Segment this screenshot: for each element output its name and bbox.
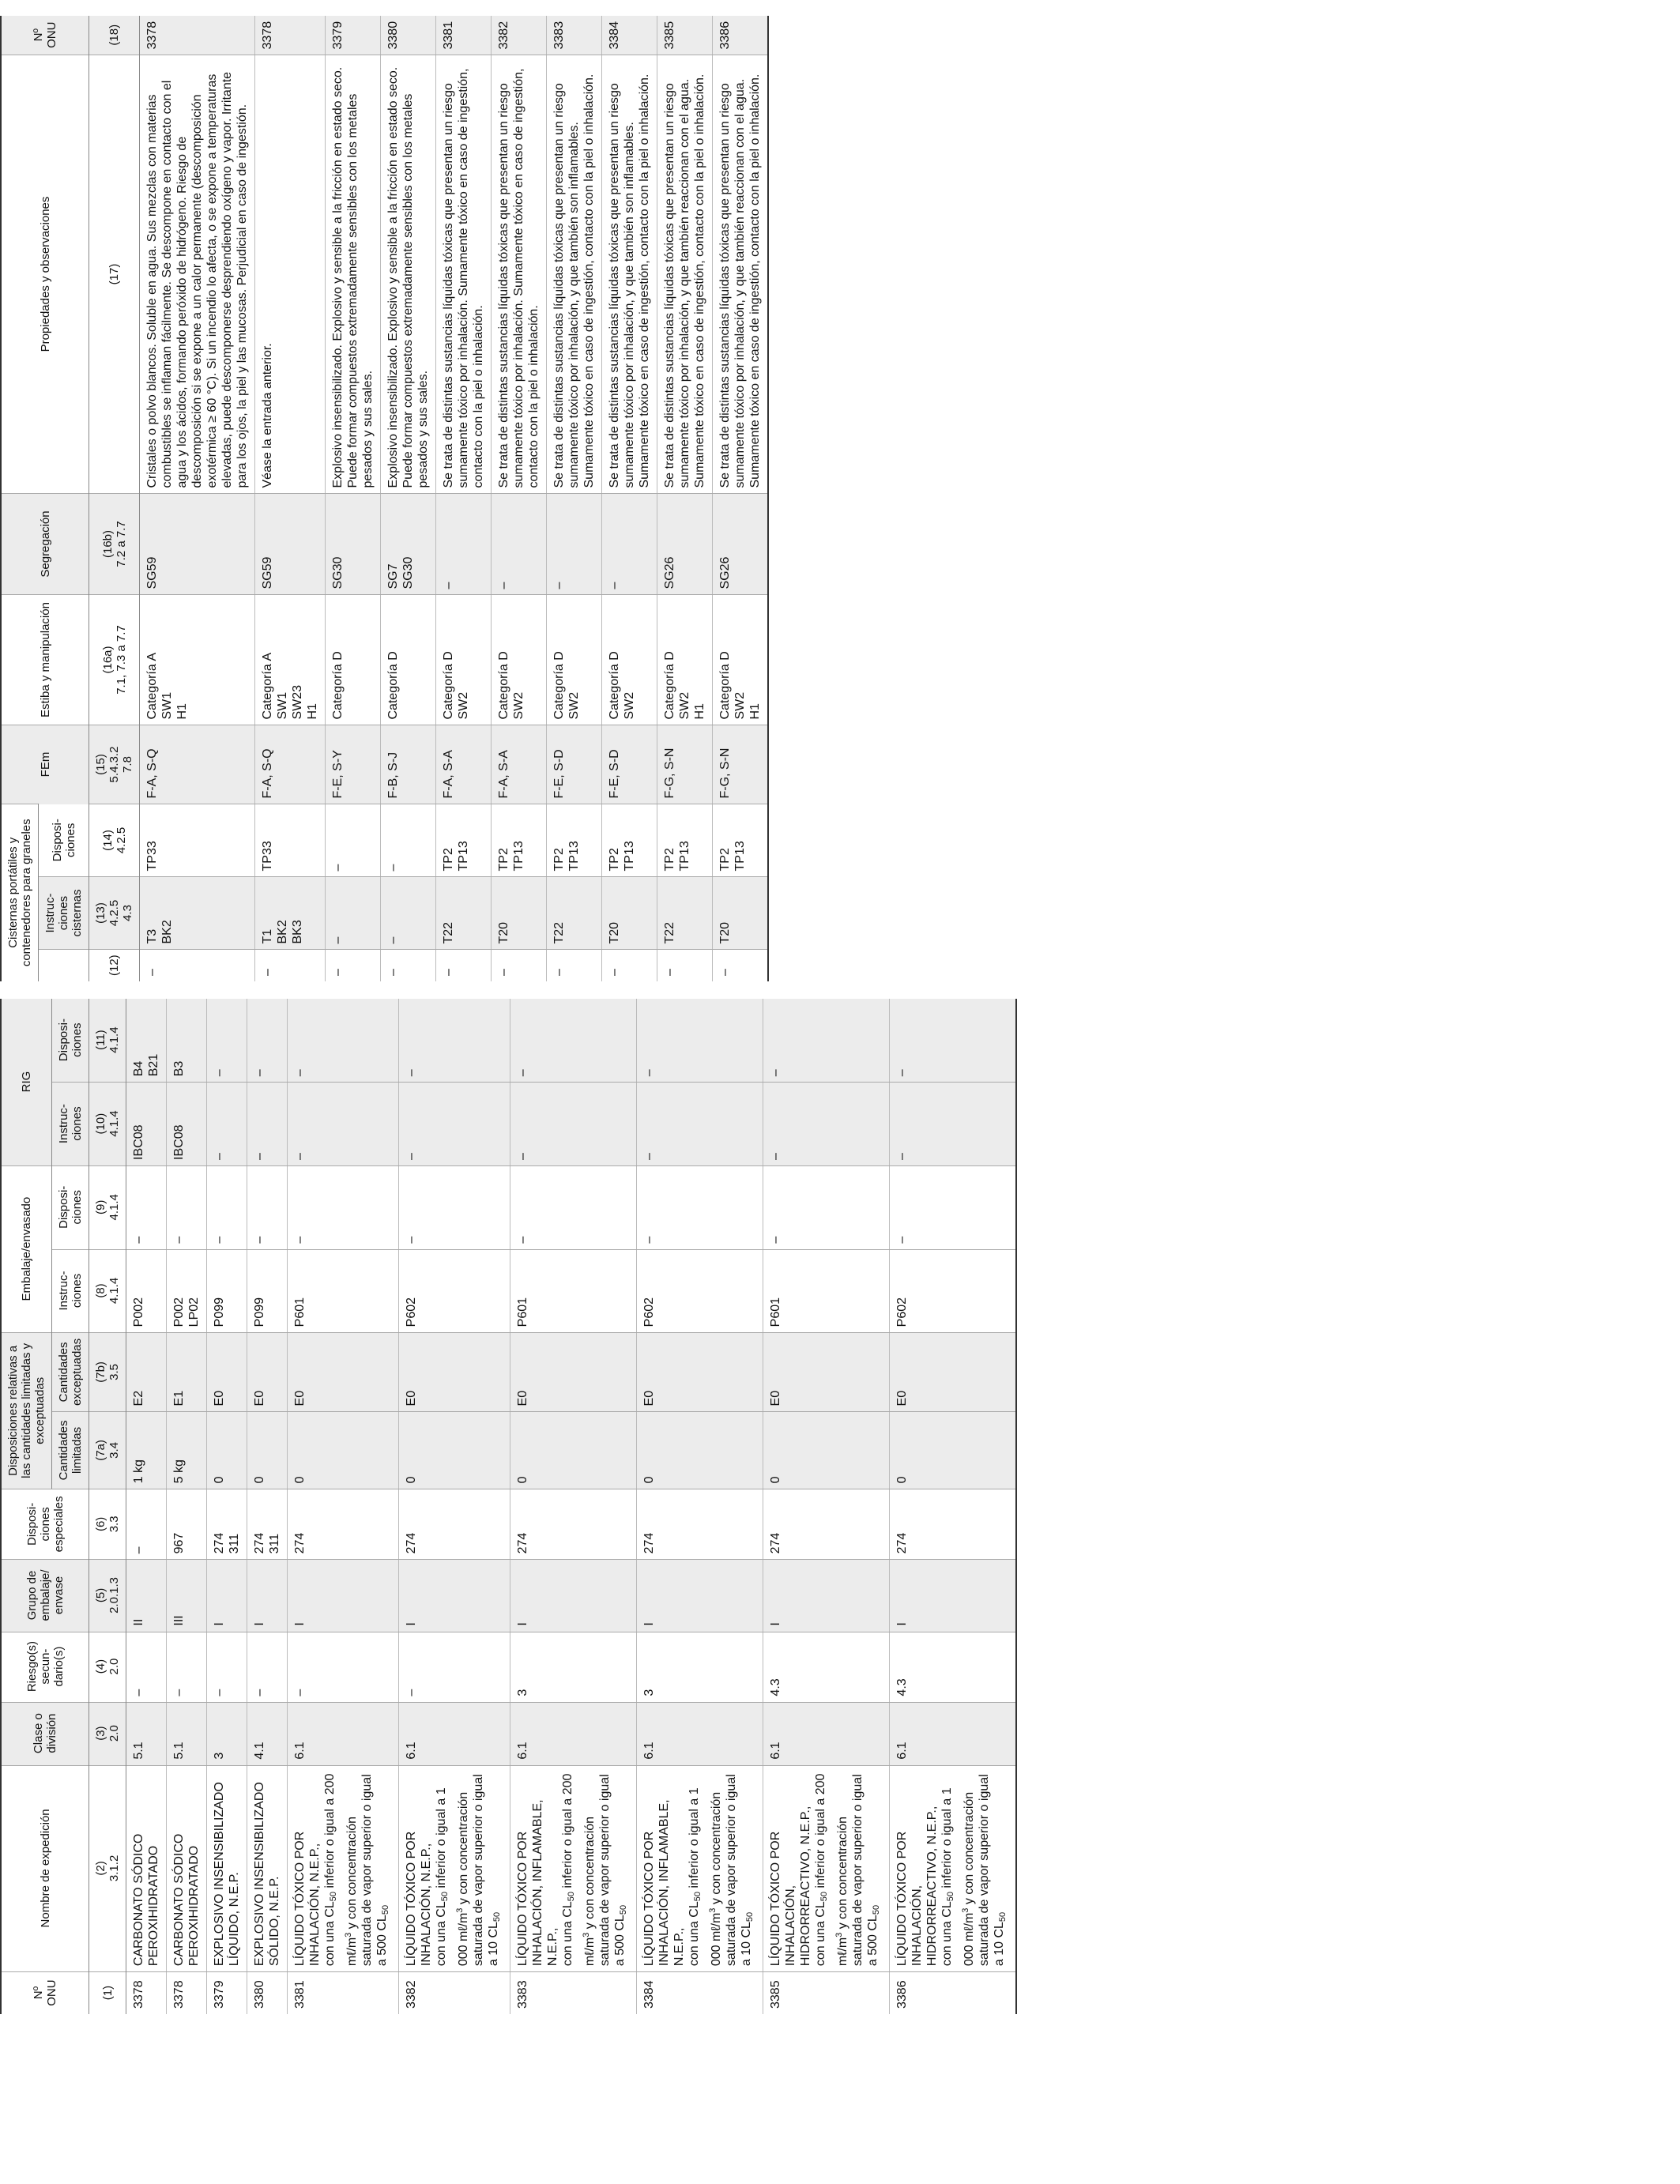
subsidiary-risk-cell: 3 xyxy=(510,1632,637,1702)
table-row xyxy=(637,999,763,2014)
subsidiary-risk-cell: – xyxy=(247,1632,288,1702)
ibc-provision-cell: – xyxy=(207,999,247,1083)
table-row xyxy=(547,16,602,981)
packing-instruction-cell: P099 xyxy=(207,1249,247,1333)
table-row xyxy=(126,999,167,2014)
header-segregation: Segregación xyxy=(1,494,89,595)
special-provisions-cell: – xyxy=(126,1489,167,1560)
header-c12-empty xyxy=(39,950,89,981)
packing-instruction-cell: P002 LP02 xyxy=(167,1249,207,1333)
header-subsidiary-risk: Riesgo(s) secun-dario(s) xyxy=(1,1632,89,1702)
properties-cell: Explosivo insensibilizado. Explosivo y sensible a la fricción en estado seco. Puede formar compuestos extremadamente sensibles con los metales pesados y sus sales. xyxy=(381,55,436,494)
table-row xyxy=(763,999,890,2014)
ref-9: (9) 4.1.4 xyxy=(89,1165,126,1249)
ibc-instruction-cell: – xyxy=(247,1083,288,1166)
shipping-name: LÍQUIDO TÓXICO POR INHALACIÓN, N.E.P., xyxy=(405,1831,433,1967)
tank-instruction-cell: T22 xyxy=(436,877,492,950)
ref-12: (12) xyxy=(89,950,140,981)
properties-cell: Se trata de distintas sustancias líquidas tóxicas que presentan un riesgo sumamente tóxico por inhalación. Sumamente tóxico en caso de ingestión, contacto con la piel o inhalación. xyxy=(492,55,547,494)
stowage-cell: Categoría D SW2 H1 xyxy=(713,595,769,725)
ibc-provision-cell: – xyxy=(763,999,890,1083)
shipping-name-qualifier: con una $CL_{50}$ inferior o igual a 1 000 $m\ell/m^3$ y con concentración saturada de vapor superior o igual a 10 $CL_{50}$ xyxy=(940,1774,1008,1967)
excepted-quantity-cell: E0 xyxy=(763,1333,890,1412)
shipping-name-cell xyxy=(207,1765,247,1971)
header-ems: FEm xyxy=(1,725,89,804)
header-packing: Embalaje/envasado xyxy=(1,1165,52,1332)
header-limited-excepted: Disposiciones relativas a las cantidades limitadas y exceptuadas xyxy=(1,1333,52,1489)
subsidiary-risk-cell: – xyxy=(288,1632,399,1702)
segregation-cell: – xyxy=(547,494,602,595)
shipping-name-cell xyxy=(763,1765,890,1971)
shipping-name-cell xyxy=(167,1765,207,1971)
properties-cell: Se trata de distintas sustancias líquidas tóxicas que presentan un riesgo sumamente tóxico por inhalación, y que también son inflamables. Sumamente tóxico en caso de ingestión, contacto con la piel o inhalación. xyxy=(602,55,657,494)
tank-provision-cell: TP2 TP13 xyxy=(657,804,713,877)
shipping-name-qualifier: con una $CL_{50}$ inferior o igual a 200 $m\ell/m^3$ y con concentración saturada de vapor superior o igual a 500 $CL_{50}$ xyxy=(323,1773,390,1967)
ibc-provision-cell: – xyxy=(247,999,288,1083)
limited-quantity-cell: 0 xyxy=(890,1412,1017,1489)
special-provisions-cell: 274 xyxy=(288,1489,399,1560)
ibc-provision-cell: – xyxy=(288,999,399,1083)
subsidiary-risk-cell: – xyxy=(126,1632,167,1702)
packing-instruction-cell: P601 xyxy=(288,1249,399,1333)
excepted-quantity-cell: E2 xyxy=(126,1333,167,1412)
shipping-name: LÍQUIDO TÓXICO POR INHALACIÓN, INFLAMABLE, N.E.P., xyxy=(516,1799,559,1967)
c12-cell: – xyxy=(602,950,657,981)
table-row xyxy=(381,16,436,981)
un-number-cell: 3386 xyxy=(890,1972,1017,2014)
header-stowage: Estiba y manipulación xyxy=(1,595,89,725)
shipping-name-cell xyxy=(399,1765,510,1971)
packing-group-cell: I xyxy=(763,1560,890,1632)
tank-provision-cell: TP33 xyxy=(255,804,326,877)
packing-provision-cell: – xyxy=(167,1165,207,1249)
ref-7a: (7a) 3.4 xyxy=(89,1412,126,1489)
shipping-name: LÍQUIDO TÓXICO POR INHALACIÓN, HIDRORREACTIVO, N.E.P., xyxy=(895,1806,939,1967)
shipping-name: LÍQUIDO TÓXICO POR INHALACIÓN, INFLAMABLE, N.E.P., xyxy=(642,1799,686,1967)
limited-quantity-cell: 0 xyxy=(247,1412,288,1489)
tank-provision-cell: TP2 TP13 xyxy=(602,804,657,877)
limited-quantity-cell: 0 xyxy=(510,1412,637,1489)
header-limited-quantities: Cantidades limitadas xyxy=(52,1412,89,1489)
un-number-cell: 3380 xyxy=(247,1972,288,2014)
header-un-number-right: Nº ONU xyxy=(1,16,89,55)
ibc-instruction-cell: – xyxy=(763,1083,890,1166)
shipping-name-cell xyxy=(637,1765,763,1971)
segregation-cell: – xyxy=(602,494,657,595)
tank-provision-cell: TP2 TP13 xyxy=(547,804,602,877)
properties-cell: Se trata de distintas sustancias líquidas tóxicas que presentan un riesgo sumamente tóxico por inhalación, y que también son inflamables. Sumamente tóxico en caso de ingestión, contacto con la piel o inhalación. xyxy=(547,55,602,494)
limited-quantity-cell: 1 kg xyxy=(126,1412,167,1489)
segregation-cell: SG59 xyxy=(255,494,326,595)
tank-instruction-cell: T20 xyxy=(492,877,547,950)
table-row xyxy=(602,16,657,981)
table-row xyxy=(510,999,637,2014)
packing-group-cell: I xyxy=(890,1560,1017,1632)
tank-instruction-cell: – xyxy=(381,877,436,950)
shipping-name-cell xyxy=(288,1765,399,1971)
shipping-name-qualifier: con una $CL_{50}$ inferior o igual a 1 000 $m\ell/m^3$ y con concentración saturada de vapor superior o igual a 10 $CL_{50}$ xyxy=(687,1774,755,1967)
un-number-cell: 3384 xyxy=(637,1972,763,2014)
un-number-cell-right: 3378 xyxy=(140,16,255,55)
ref-16b: (16b) 7.2 a 7.7 xyxy=(89,494,140,595)
ref-17: (17) xyxy=(89,55,140,494)
header-un-number: Nº ONU xyxy=(1,1972,89,2014)
special-provisions-cell: 274 xyxy=(637,1489,763,1560)
stowage-cell: Categoría A SW1 SW23 H1 xyxy=(255,595,326,725)
class-cell: 6.1 xyxy=(399,1702,510,1765)
shipping-name-qualifier: con una $CL_{50}$ inferior o igual a 200 $m\ell/m^3$ y con concentración saturada de vapor superior o igual a 500 $CL_{50}$ xyxy=(561,1773,628,1967)
header-class: Clase o división xyxy=(1,1702,89,1765)
ref-1: (1) xyxy=(89,1972,126,2014)
segregation-cell: – xyxy=(492,494,547,595)
stowage-cell: Categoría D xyxy=(381,595,436,725)
ibc-instruction-cell: – xyxy=(399,1083,510,1166)
packing-group-cell: II xyxy=(126,1560,167,1632)
packing-instruction-cell: P099 xyxy=(247,1249,288,1333)
un-number-cell-right: 3378 xyxy=(255,16,326,55)
ref-15: (15) 5.4.3.2 7.8 xyxy=(89,725,140,804)
ibc-instruction-cell: – xyxy=(288,1083,399,1166)
shipping-name: EXPLOSIVO INSENSIBILIZADO LÍQUIDO, N.E.P. xyxy=(213,1782,241,1967)
special-provisions-cell: 274 xyxy=(399,1489,510,1560)
subsidiary-risk-cell: – xyxy=(167,1632,207,1702)
header-portable-tanks: Cisternas portátiles y contenedores para graneles xyxy=(1,804,39,981)
packing-provision-cell: – xyxy=(510,1165,637,1249)
ibc-instruction-cell: – xyxy=(207,1083,247,1166)
tank-instruction-cell: T1 BK2 BK3 xyxy=(255,877,326,950)
c12-cell: – xyxy=(326,950,381,981)
excepted-quantity-cell: E0 xyxy=(288,1333,399,1412)
ems-cell: F-A, S-A xyxy=(436,725,492,804)
ibc-instruction-cell: IBC08 xyxy=(126,1083,167,1166)
shipping-name-qualifier: con una $CL_{50}$ inferior o igual a 200 $m\ell/m^3$ y con concentración saturada de vapor superior o igual a 500 $CL_{50}$ xyxy=(814,1773,881,1967)
packing-provision-cell: – xyxy=(890,1165,1017,1249)
excepted-quantity-cell: E1 xyxy=(167,1333,207,1412)
shipping-name-cell xyxy=(247,1765,288,1971)
ibc-provision-cell: – xyxy=(510,999,637,1083)
limited-quantity-cell: 5 kg xyxy=(167,1412,207,1489)
ibc-instruction-cell: – xyxy=(637,1083,763,1166)
dangerous-goods-table-left xyxy=(0,999,1017,2014)
stowage-cell: Categoría D SW2 xyxy=(547,595,602,725)
header-ibc-instructions: Instruc-ciones xyxy=(52,1083,89,1166)
special-provisions-cell: 274 xyxy=(890,1489,1017,1560)
special-provisions-cell: 274 311 xyxy=(247,1489,288,1560)
ems-cell: F-B, S-J xyxy=(381,725,436,804)
segregation-cell: SG26 xyxy=(657,494,713,595)
segregation-cell: SG26 xyxy=(713,494,769,595)
excepted-quantity-cell: E0 xyxy=(399,1333,510,1412)
ems-cell: F-G, S-N xyxy=(657,725,713,804)
ref-2: (2) 3.1.2 xyxy=(89,1765,126,1971)
un-number-cell-right: 3381 xyxy=(436,16,492,55)
ref-14: (14) 4.2.5 xyxy=(89,804,140,877)
class-cell: 6.1 xyxy=(763,1702,890,1765)
header-special-provisions: Disposi-ciones especiales xyxy=(1,1489,89,1560)
limited-quantity-cell: 0 xyxy=(637,1412,763,1489)
ref-5: (5) 2.0.1.3 xyxy=(89,1560,126,1632)
stowage-cell: Categoría D xyxy=(326,595,381,725)
packing-provision-cell: – xyxy=(763,1165,890,1249)
ibc-instruction-cell: – xyxy=(890,1083,1017,1166)
special-provisions-cell: 274 xyxy=(510,1489,637,1560)
header-excepted-quantities: Cantidades exceptuadas xyxy=(52,1333,89,1412)
c12-cell: – xyxy=(492,950,547,981)
tank-instruction-cell: T20 xyxy=(713,877,769,950)
excepted-quantity-cell: E0 xyxy=(207,1333,247,1412)
excepted-quantity-cell: E0 xyxy=(510,1333,637,1412)
ems-cell: F-E, S-D xyxy=(547,725,602,804)
table-row xyxy=(492,16,547,981)
table-row xyxy=(657,16,713,981)
class-cell: 6.1 xyxy=(288,1702,399,1765)
special-provisions-cell: 967 xyxy=(167,1489,207,1560)
un-number-cell-right: 3382 xyxy=(492,16,547,55)
ibc-instruction-cell: – xyxy=(510,1083,637,1166)
limited-quantity-cell: 0 xyxy=(207,1412,247,1489)
tank-provision-cell: TP33 xyxy=(140,804,255,877)
header-ibc: RIG xyxy=(1,999,52,1165)
table-row xyxy=(247,999,288,2014)
stowage-cell: Categoría D SW2 xyxy=(492,595,547,725)
packing-instruction-cell: P602 xyxy=(890,1249,1017,1333)
packing-group-cell: I xyxy=(399,1560,510,1632)
ref-8: (8) 4.1.4 xyxy=(89,1249,126,1333)
un-number-cell: 3379 xyxy=(207,1972,247,2014)
header-properties: Propiedades y observaciones xyxy=(1,55,89,494)
c12-cell: – xyxy=(713,950,769,981)
packing-provision-cell: – xyxy=(207,1165,247,1249)
properties-cell: Véase la entrada anterior. xyxy=(255,55,326,494)
class-cell: 6.1 xyxy=(890,1702,1017,1765)
class-cell: 6.1 xyxy=(510,1702,637,1765)
un-number-cell: 3383 xyxy=(510,1972,637,2014)
un-number-cell: 3381 xyxy=(288,1972,399,2014)
excepted-quantity-cell: E0 xyxy=(247,1333,288,1412)
ref-6: (6) 3.3 xyxy=(89,1489,126,1560)
c12-cell: – xyxy=(140,950,255,981)
ems-cell: F-E, S-Y xyxy=(326,725,381,804)
un-number-cell: 3378 xyxy=(126,1972,167,2014)
properties-cell: Se trata de distintas sustancias líquidas tóxicas que presentan un riesgo sumamente tóxico por inhalación, y que también reaccionan con el agua. Sumamente tóxico en caso de ingestión, contacto con la piel o inhalación. xyxy=(713,55,769,494)
shipping-name: LÍQUIDO TÓXICO POR INHALACIÓN, N.E.P., xyxy=(293,1831,322,1967)
special-provisions-cell: 274 311 xyxy=(207,1489,247,1560)
ems-cell: F-E, S-D xyxy=(602,725,657,804)
properties-cell: Cristales o polvo blancos. Soluble en agua. Sus mezclas con materias combustibles se inflaman fácilmente. Se descompone en contacto con el agua y los ácidos, formando peróxido de hidrógeno. Riesgo de descomposición si se expone a un calor permanente (descomposición exotérmica ≥ 60 °C). Si un incendio lo afecta, o se expone a temperaturas elevadas, puede descomponerse desprendiendo oxígeno y vapor. Irritante para los ojos, la piel y las mucosas. Perjudicial en caso de ingestión. xyxy=(140,55,255,494)
header-shipping-name: Nombre de expedición xyxy=(1,1765,89,1971)
packing-provision-cell: – xyxy=(399,1165,510,1249)
un-number-cell-right: 3385 xyxy=(657,16,713,55)
un-number-cell: 3378 xyxy=(167,1972,207,2014)
segregation-cell: SG7 SG30 xyxy=(381,494,436,595)
shipping-name: CARBONATO SÓDICO PEROXIHIDRATADO xyxy=(172,1833,201,1967)
class-cell: 3 xyxy=(207,1702,247,1765)
ibc-provision-cell: – xyxy=(399,999,510,1083)
ems-cell: F-A, S-Q xyxy=(255,725,326,804)
packing-group-cell: III xyxy=(167,1560,207,1632)
segregation-cell: SG59 xyxy=(140,494,255,595)
ref-3: (3) 2.0 xyxy=(89,1702,126,1765)
ems-cell: F-G, S-N xyxy=(713,725,769,804)
stowage-cell: Categoría D SW2 xyxy=(602,595,657,725)
segregation-cell: SG30 xyxy=(326,494,381,595)
tank-provision-cell: TP2 TP13 xyxy=(713,804,769,877)
ibc-provision-cell: B4 B21 xyxy=(126,999,167,1083)
packing-provision-cell: – xyxy=(637,1165,763,1249)
ref-16a: (16a) 7.1, 7.3 a 7.7 xyxy=(89,595,140,725)
ref-7b: (7b) 3.5 xyxy=(89,1333,126,1412)
shipping-name: LÍQUIDO TÓXICO POR INHALACIÓN, HIDRORREACTIVO, N.E.P., xyxy=(769,1806,812,1967)
un-number-cell: 3385 xyxy=(763,1972,890,2014)
ems-cell: F-A, S-Q xyxy=(140,725,255,804)
un-number-cell-right: 3386 xyxy=(713,16,769,55)
limited-quantity-cell: 0 xyxy=(288,1412,399,1489)
table-row xyxy=(140,16,255,981)
packing-group-cell: I xyxy=(247,1560,288,1632)
c12-cell: – xyxy=(255,950,326,981)
shipping-name-cell xyxy=(126,1765,167,1971)
table-row xyxy=(399,999,510,2014)
ems-cell: F-A, S-A xyxy=(492,725,547,804)
header-packing-group: Grupo de embalaje/ envase xyxy=(1,1560,89,1632)
table-row xyxy=(167,999,207,2014)
shipping-name: CARBONATO SÓDICO PEROXIHIDRATADO xyxy=(132,1833,160,1967)
ref-10: (10) 4.1.4 xyxy=(89,1083,126,1166)
tank-provision-cell: TP2 TP13 xyxy=(492,804,547,877)
shipping-name: EXPLOSIVO INSENSIBILIZADO SÓLIDO, N.E.P. xyxy=(253,1782,281,1967)
header-tank-provisions: Disposi-ciones xyxy=(39,804,89,877)
class-cell: 5.1 xyxy=(167,1702,207,1765)
c12-cell: – xyxy=(381,950,436,981)
stowage-cell: Categoría A SW1 H1 xyxy=(140,595,255,725)
properties-cell: Se trata de distintas sustancias líquidas tóxicas que presentan un riesgo sumamente tóxico por inhalación. Sumamente tóxico en caso de ingestión, contacto con la piel o inhalación. xyxy=(436,55,492,494)
stowage-cell: Categoría D SW2 xyxy=(436,595,492,725)
excepted-quantity-cell: E0 xyxy=(637,1333,763,1412)
packing-provision-cell: – xyxy=(247,1165,288,1249)
ibc-instruction-cell: IBC08 xyxy=(167,1083,207,1166)
packing-instruction-cell: P002 xyxy=(126,1249,167,1333)
stowage-cell: Categoría D SW2 H1 xyxy=(657,595,713,725)
table-row xyxy=(890,999,1017,2014)
packing-provision-cell: – xyxy=(126,1165,167,1249)
ibc-provision-cell: – xyxy=(890,999,1017,1083)
subsidiary-risk-cell: – xyxy=(207,1632,247,1702)
packing-group-cell: I xyxy=(637,1560,763,1632)
class-cell: 5.1 xyxy=(126,1702,167,1765)
limited-quantity-cell: 0 xyxy=(763,1412,890,1489)
special-provisions-cell: 274 xyxy=(763,1489,890,1560)
table-row xyxy=(288,999,399,2014)
ref-18: (18) xyxy=(89,16,140,55)
un-number-cell-right: 3384 xyxy=(602,16,657,55)
subsidiary-risk-cell: 3 xyxy=(637,1632,763,1702)
c12-cell: – xyxy=(436,950,492,981)
c12-cell: – xyxy=(547,950,602,981)
tank-instruction-cell: T22 xyxy=(547,877,602,950)
tank-instruction-cell: T22 xyxy=(657,877,713,950)
subsidiary-risk-cell: 4.3 xyxy=(763,1632,890,1702)
shipping-name-cell xyxy=(510,1765,637,1971)
class-cell: 4.1 xyxy=(247,1702,288,1765)
packing-instruction-cell: P601 xyxy=(510,1249,637,1333)
packing-instruction-cell: P601 xyxy=(763,1249,890,1333)
segregation-cell: – xyxy=(436,494,492,595)
table-row xyxy=(207,999,247,2014)
packing-group-cell: I xyxy=(288,1560,399,1632)
shipping-name-qualifier: con una $CL_{50}$ inferior o igual a 1 000 $m\ell/m^3$ y con concentración saturada de vapor superior o igual a 10 $CL_{50}$ xyxy=(435,1774,502,1967)
ibc-provision-cell: – xyxy=(637,999,763,1083)
subsidiary-risk-cell: – xyxy=(399,1632,510,1702)
dangerous-goods-table-right xyxy=(0,16,769,981)
header-packing-instructions: Instruc-ciones xyxy=(52,1249,89,1333)
header-ibc-provisions: Disposi-ciones xyxy=(52,999,89,1083)
table-row xyxy=(326,16,381,981)
header-tank-instructions: Instruc-ciones cisternas xyxy=(39,877,89,950)
properties-cell: Se trata de distintas sustancias líquidas tóxicas que presentan un riesgo sumamente tóxico por inhalación, y que también reaccionan con el agua. Sumamente tóxico en caso de ingestión, contacto con la piel o inhalación. xyxy=(657,55,713,494)
un-number-cell: 3382 xyxy=(399,1972,510,2014)
tank-instruction-cell: T20 xyxy=(602,877,657,950)
limited-quantity-cell: 0 xyxy=(399,1412,510,1489)
shipping-name-cell xyxy=(890,1765,1017,1971)
table-row xyxy=(713,16,769,981)
ref-11: (11) 4.1.4 xyxy=(89,999,126,1083)
un-number-cell-right: 3380 xyxy=(381,16,436,55)
c12-cell: – xyxy=(657,950,713,981)
packing-group-cell: I xyxy=(510,1560,637,1632)
subsidiary-risk-cell: 4.3 xyxy=(890,1632,1017,1702)
table-row xyxy=(436,16,492,981)
packing-instruction-cell: P602 xyxy=(637,1249,763,1333)
packing-instruction-cell: P602 xyxy=(399,1249,510,1333)
properties-cell: Explosivo insensibilizado. Explosivo y sensible a la fricción en estado seco. Puede formar compuestos extremadamente sensibles con los metales pesados y sus sales. xyxy=(326,55,381,494)
excepted-quantity-cell: E0 xyxy=(890,1333,1017,1412)
tank-provision-cell: – xyxy=(381,804,436,877)
ibc-provision-cell: B3 xyxy=(167,999,207,1083)
tank-instruction-cell: – xyxy=(326,877,381,950)
packing-provision-cell: – xyxy=(288,1165,399,1249)
tank-instruction-cell: T3 BK2 xyxy=(140,877,255,950)
tank-provision-cell: – xyxy=(326,804,381,877)
packing-group-cell: I xyxy=(207,1560,247,1632)
un-number-cell-right: 3383 xyxy=(547,16,602,55)
ref-13: (13) 4.2.5 4.3 xyxy=(89,877,140,950)
class-cell: 6.1 xyxy=(637,1702,763,1765)
tank-provision-cell: TP2 TP13 xyxy=(436,804,492,877)
ref-4: (4) 2.0 xyxy=(89,1632,126,1702)
un-number-cell-right: 3379 xyxy=(326,16,381,55)
header-packing-provisions: Disposi-ciones xyxy=(52,1165,89,1249)
table-row xyxy=(255,16,326,981)
